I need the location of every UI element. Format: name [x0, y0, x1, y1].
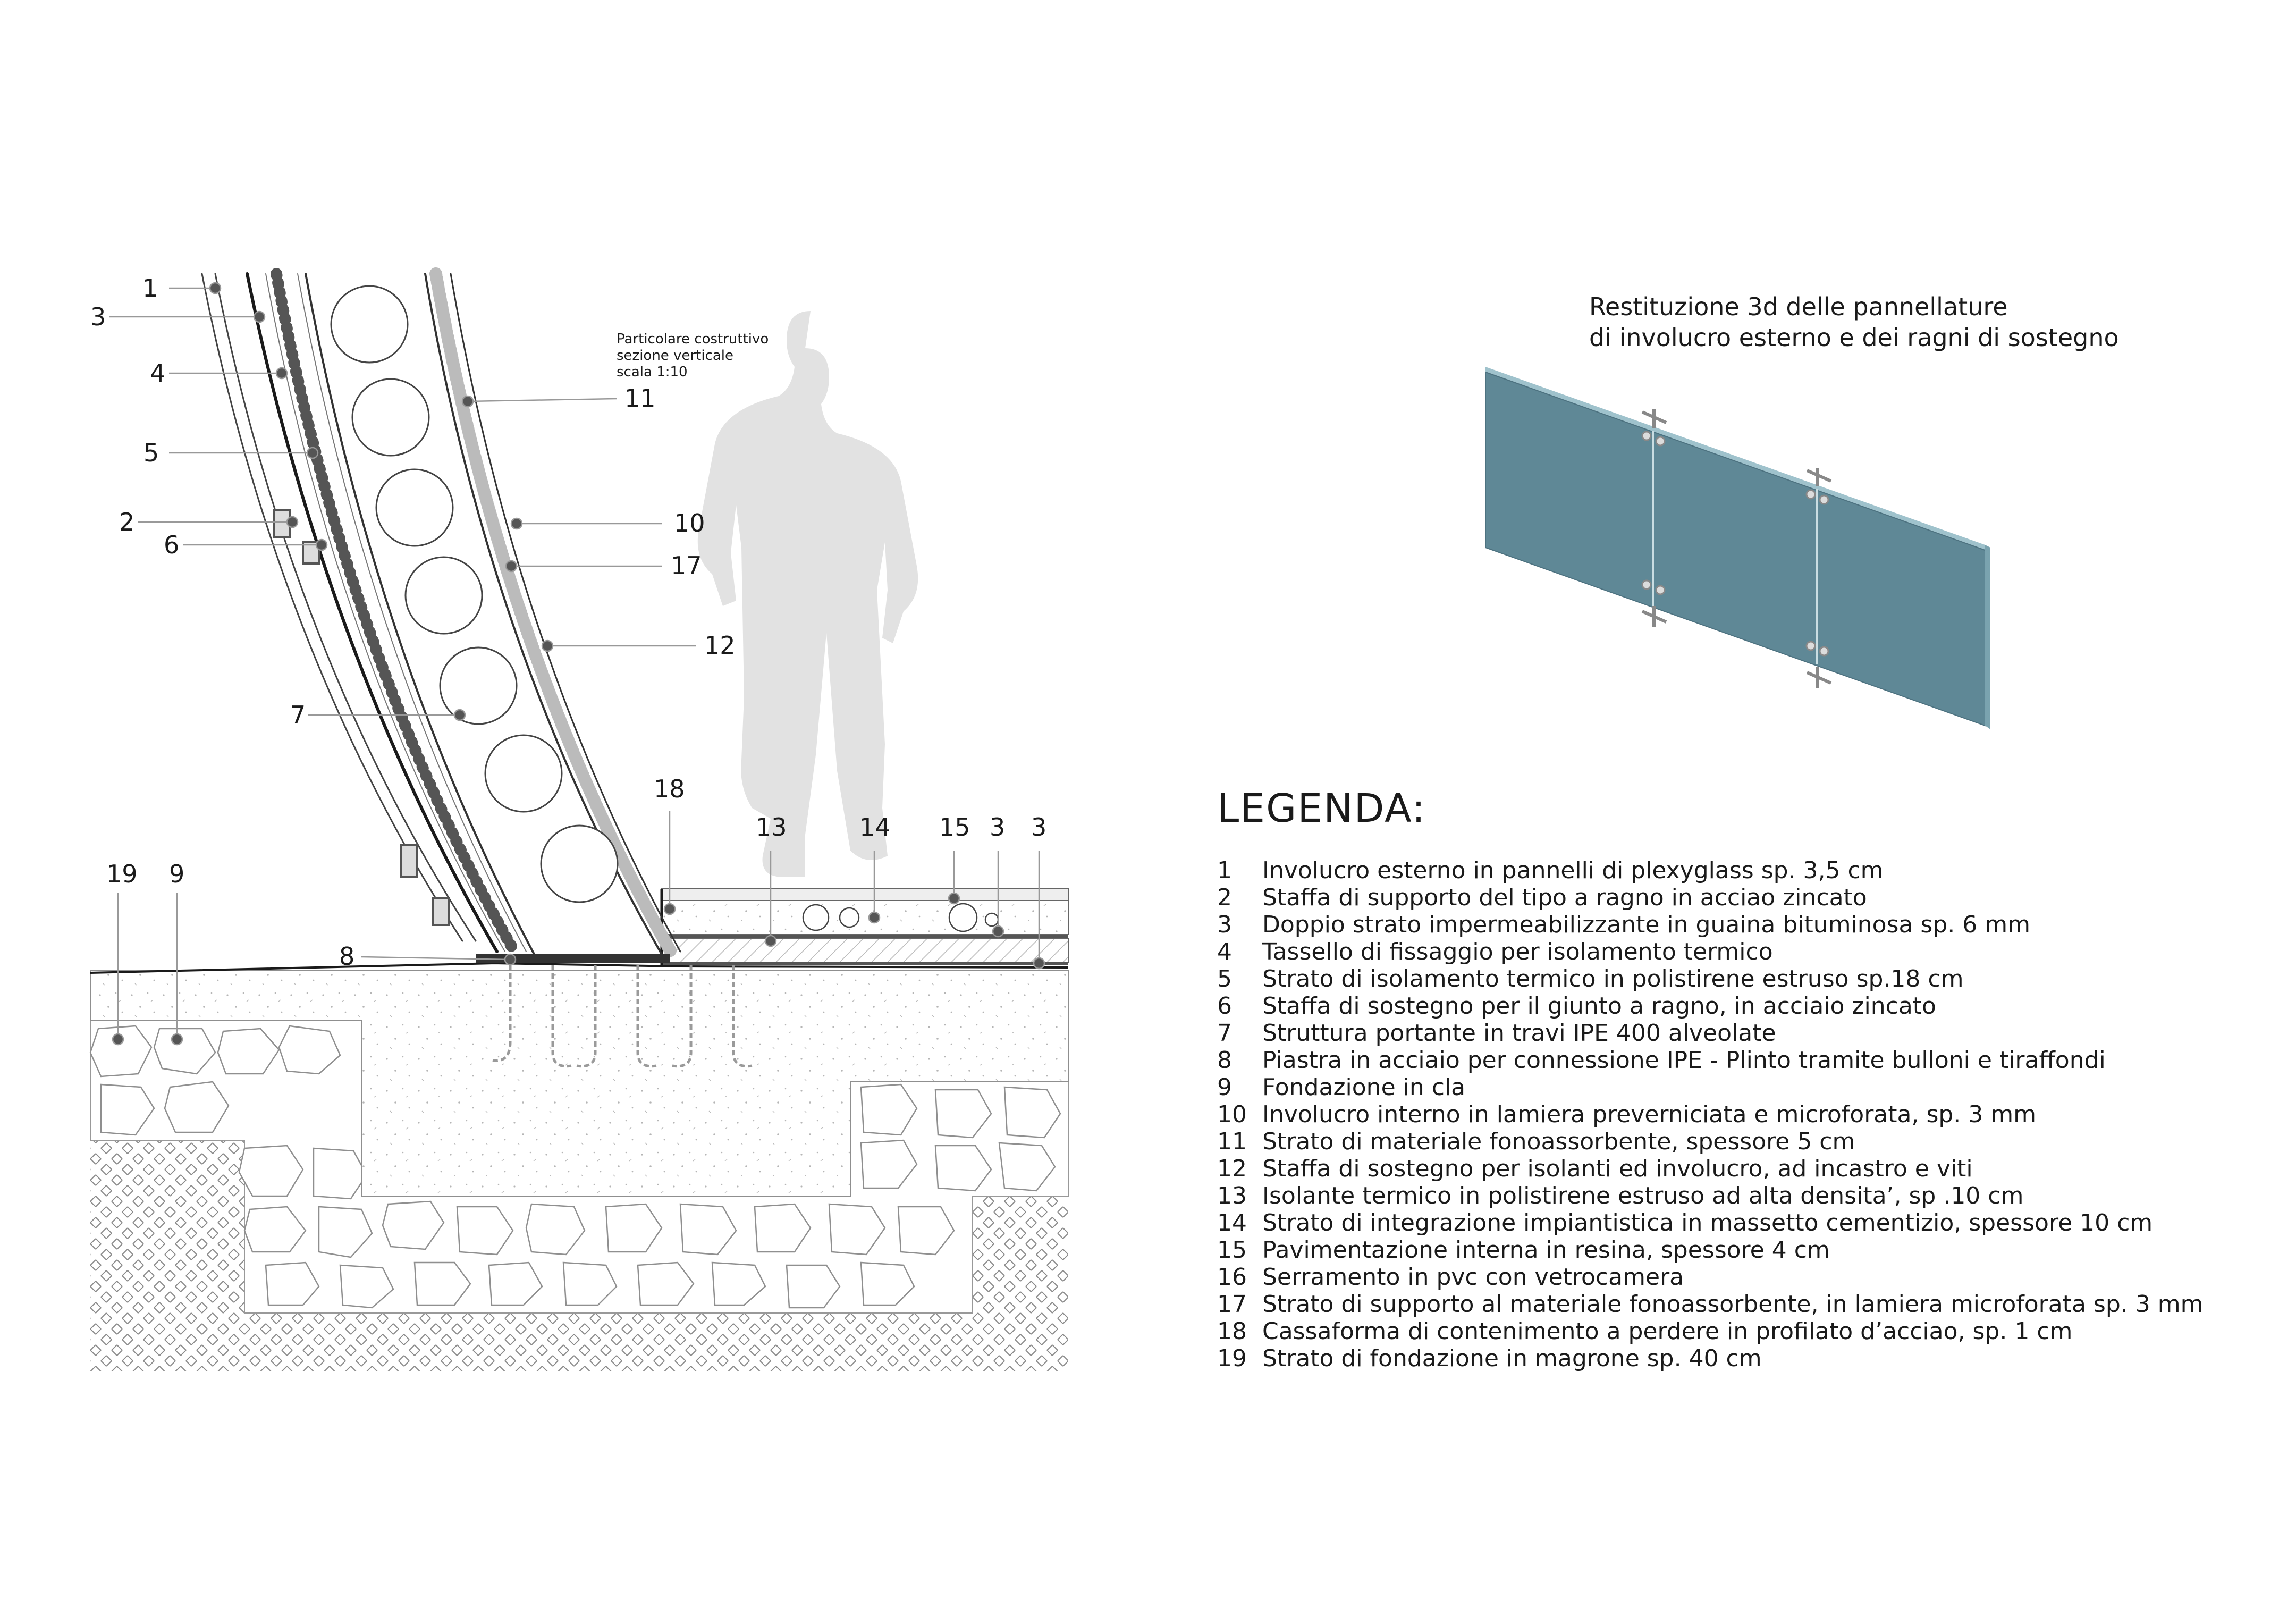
- legend-item-number: 17: [1217, 1291, 1247, 1318]
- legend-item: [1217, 1128, 2203, 1155]
- legend-item-text: Strato di fondazione in magrone sp. 40 cm: [1262, 1345, 1762, 1372]
- legend-item-number: 14: [1217, 1209, 1247, 1236]
- floor-package: [662, 889, 1068, 965]
- section-caption-line: sezione verticale: [617, 348, 733, 364]
- legend-item-text: Pavimentazione interna in resina, spessore 4 cm: [1262, 1236, 1830, 1264]
- legend-list: [1217, 857, 2203, 1372]
- legend-item: [1217, 1155, 2203, 1182]
- pipe: [949, 904, 977, 931]
- floor-waterproofing: [662, 935, 1068, 939]
- legend-item-text: Struttura portante in travi IPE 400 alveolate: [1262, 1020, 1776, 1047]
- legend-item-number: 19: [1217, 1345, 1247, 1372]
- legend-item-number: 9: [1217, 1074, 1232, 1101]
- legend-item-number: 7: [1217, 1020, 1232, 1047]
- legend-item-number: 13: [1217, 1182, 1247, 1209]
- legend-item-number: 4: [1217, 938, 1232, 965]
- pipe: [840, 908, 859, 927]
- legend-item: [1217, 857, 2203, 884]
- legend-item: [1217, 1020, 2203, 1047]
- callout-3b: 3: [990, 813, 1006, 842]
- legend-item: [1217, 1264, 2203, 1291]
- legend-item: [1217, 1074, 2203, 1101]
- pipe: [803, 905, 829, 930]
- legend-item-number: 2: [1217, 884, 1232, 911]
- legend-item: [1217, 938, 2203, 965]
- legend-item: [1217, 1101, 2203, 1128]
- legend-item-number: 10: [1217, 1101, 1247, 1128]
- ipe-web-openings: [331, 286, 618, 902]
- render-caption-line: Restituzione 3d delle pannellature: [1589, 292, 2008, 321]
- legend-item-text: Involucro interno in lamiera preverniciata e microforata, sp. 3 mm: [1262, 1101, 2036, 1128]
- legend-item-text: Tassello di fissaggio per isolamento termico: [1262, 938, 1773, 965]
- legend-item-number: 18: [1217, 1318, 1247, 1345]
- legend-item-number: 15: [1217, 1236, 1247, 1264]
- panel-right-edge: [1985, 545, 1990, 729]
- legend-item-text: Piastra in acciaio per connessione IPE - Plinto tramite bulloni e tiraffondi: [1262, 1047, 2106, 1074]
- floor-screed-layer: [662, 901, 1068, 935]
- legend-item: [1217, 1047, 2203, 1074]
- panel-face: [1485, 372, 1985, 726]
- floor-resin-layer: [662, 889, 1068, 901]
- callout-6: 6: [164, 531, 180, 559]
- floor-waterproofing-lower: [662, 962, 1068, 965]
- callout-7: 7: [290, 701, 306, 729]
- foundation: [90, 963, 1068, 1371]
- legend-item-text: Serramento in pvc con vetrocamera: [1262, 1264, 1684, 1291]
- callout-8: 8: [339, 942, 355, 971]
- legend-item-text: Strato di isolamento termico in polistirene estruso sp.18 cm: [1262, 965, 1964, 992]
- legend-item-number: 11: [1217, 1128, 1247, 1155]
- callout-17: 17: [671, 551, 702, 580]
- pipe: [985, 913, 998, 926]
- legend-item-text: Strato di integrazione impiantistica in massetto cementizio, spessore 10 cm: [1262, 1209, 2153, 1236]
- legend-item-text: Doppio strato impermeabilizzante in guaina bituminosa sp. 6 mm: [1262, 911, 2030, 938]
- legend-item-number: 16: [1217, 1264, 1247, 1291]
- section-caption-line: scala 1:10: [617, 364, 688, 380]
- render-caption: [1589, 291, 2119, 353]
- callout-3c: 3: [1031, 813, 1047, 842]
- legend-item: [1217, 1345, 2203, 1372]
- callout-10: 10: [674, 509, 705, 537]
- callout-12: 12: [704, 631, 736, 660]
- legend-item-number: 8: [1217, 1047, 1232, 1074]
- callout-2: 2: [119, 508, 135, 536]
- callout-15: 15: [939, 813, 970, 842]
- legend-item: [1217, 1209, 2203, 1236]
- section-caption: [617, 331, 769, 380]
- callout-14: 14: [859, 813, 891, 842]
- legend-item-text: Strato di materiale fonoassorbente, spessore 5 cm: [1262, 1128, 1855, 1155]
- callout-4: 4: [150, 359, 166, 388]
- legend-item: [1217, 1291, 2203, 1318]
- callout-18: 18: [654, 775, 685, 803]
- legend-item-text: Fondazione in cla: [1262, 1074, 1466, 1101]
- legend-item: [1217, 884, 2203, 911]
- callout-3: 3: [90, 302, 106, 331]
- callout-13: 13: [756, 813, 787, 842]
- legend-item: [1217, 1318, 2203, 1345]
- legend-item-number: 1: [1217, 857, 1232, 884]
- callout-11: 11: [624, 384, 656, 413]
- legend-item-number: 6: [1217, 992, 1232, 1020]
- legend-item-text: Involucro esterno in pannelli di plexyglass sp. 3,5 cm: [1262, 857, 1884, 884]
- legend-item-text: Cassaforma di contenimento a perdere in profilato d’acciao, sp. 1 cm: [1262, 1318, 2073, 1345]
- legend-item-number: 5: [1217, 965, 1232, 992]
- callout-1: 1: [142, 274, 158, 302]
- legend-item: [1217, 992, 2203, 1020]
- legend-item: [1217, 911, 2203, 938]
- callout-19: 19: [106, 860, 138, 888]
- callout-5: 5: [144, 439, 159, 467]
- legend-item: [1217, 1182, 2203, 1209]
- legend-item-text: Staffa di sostegno per il giunto a ragno, in acciaio zincato: [1262, 992, 1936, 1020]
- legend-item: [1217, 965, 2203, 992]
- legend-title: LEGENDA:: [1217, 786, 1426, 831]
- human-silhouette: [698, 311, 918, 877]
- legend-item-text: Isolante termico in polistirene estruso ad alta densita’, sp .10 cm: [1262, 1182, 2024, 1209]
- floor-insulation: [662, 939, 1068, 962]
- render-caption-line: di involucro esterno e dei ragni di sostegno: [1589, 323, 2119, 352]
- legend-item-text: Staffa di sostegno per isolanti ed involucro, ad incastro e viti: [1262, 1155, 1973, 1182]
- legend-item-text: Staffa di supporto del tipo a ragno in acciao zincato: [1262, 884, 1867, 911]
- panel-render-3d: [1485, 367, 1990, 729]
- callout-9: 9: [169, 860, 185, 888]
- legend-item-number: 12: [1217, 1155, 1247, 1182]
- legend-item-number: 3: [1217, 911, 1232, 938]
- section-caption-line: Particolare costruttivo: [617, 331, 769, 347]
- legend-item: [1217, 1236, 2203, 1264]
- legend-item-text: Strato di supporto al materiale fonoassorbente, in lamiera microforata sp. 3 mm: [1262, 1291, 2204, 1318]
